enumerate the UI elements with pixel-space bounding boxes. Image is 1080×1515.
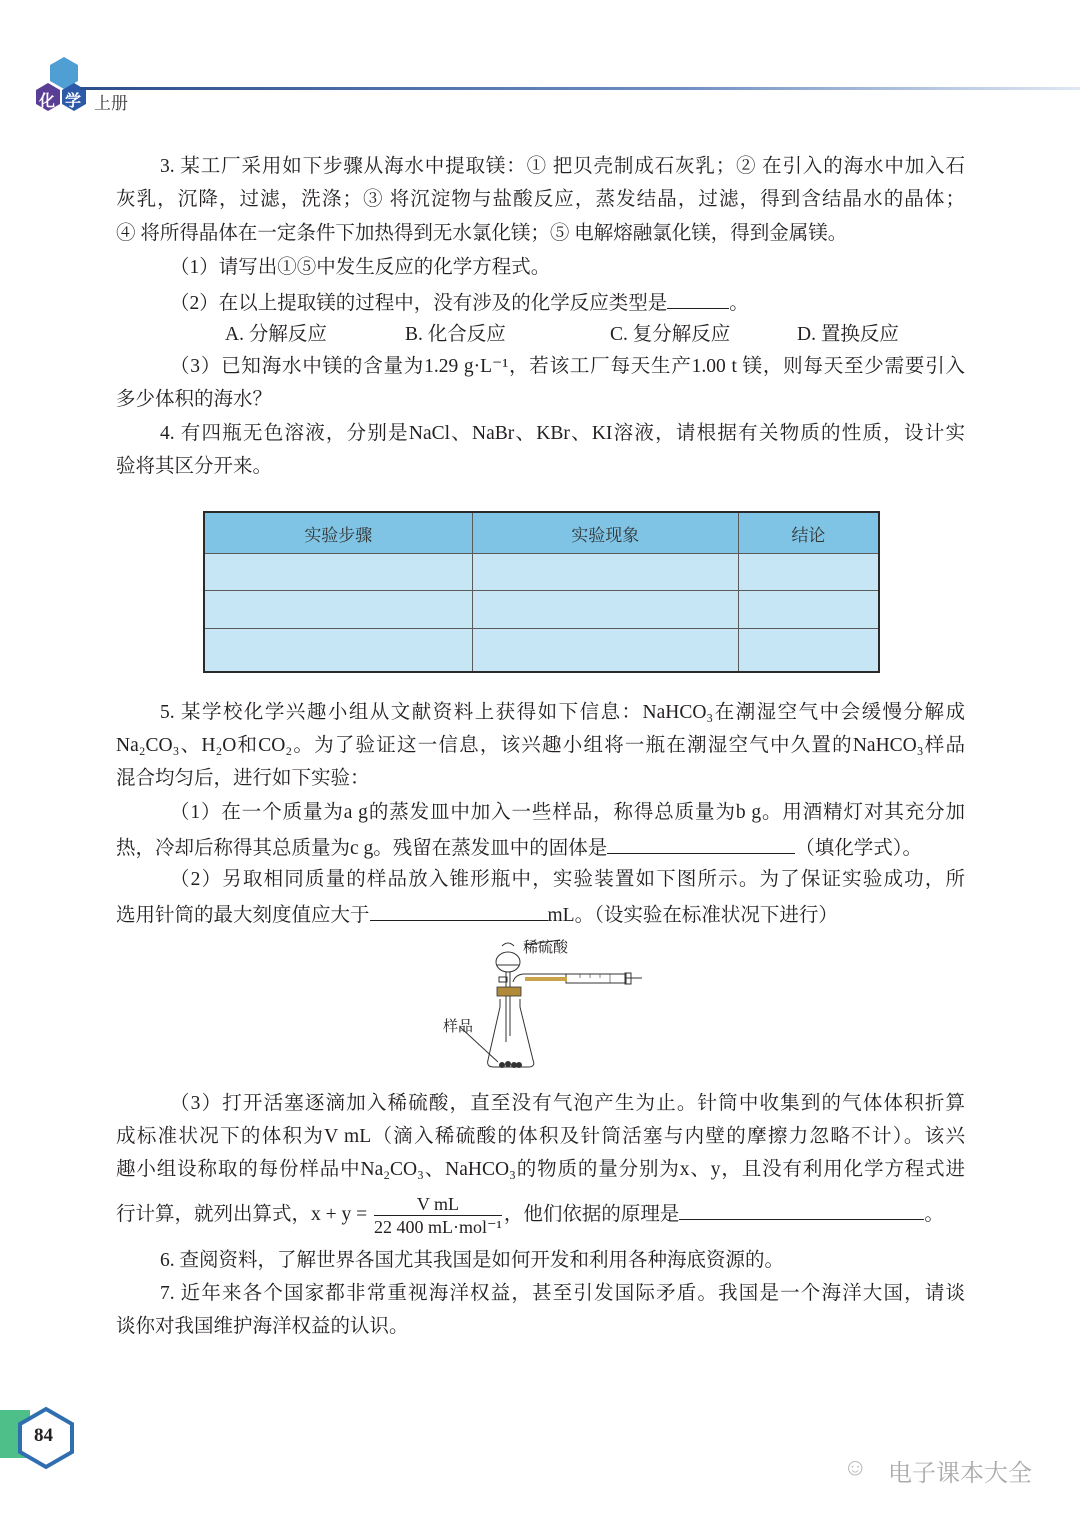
q5-part1-end: （填化学式）。 bbox=[795, 838, 923, 859]
q7-line: 谈你对我国维护海洋权益的认识。 bbox=[116, 1316, 409, 1337]
q6-line: 6. 查阅资料，了解世界各国尤其我国是如何开发和利用各种海底资源的。 bbox=[160, 1250, 785, 1271]
q3-line: 3. 某工厂采用如下步骤从海水中提取镁：① 把贝壳制成石灰乳；② 在引入的海水中加入石 bbox=[160, 156, 965, 177]
empty-cell[interactable] bbox=[738, 628, 879, 672]
q5-part2-text: 选用针筒的最大刻度值应大于 bbox=[116, 905, 370, 926]
q5-line: 5. 某学校化学兴趣小组从文献资料上获得如下信息：NaHCO₃在潮湿空气中会缓慢分解成 bbox=[160, 702, 965, 723]
badge-right: 学 bbox=[65, 91, 82, 110]
empty-cell[interactable] bbox=[472, 591, 738, 628]
header-cell: 结论 bbox=[738, 512, 879, 554]
q5-part2-end: mL。（设实验在标准状况下进行） bbox=[547, 905, 838, 926]
empty-cell[interactable] bbox=[204, 591, 472, 628]
punct: 。 bbox=[729, 293, 749, 314]
q3-part3: 多少体积的海水？ bbox=[116, 389, 273, 410]
q3-line: ④ 将所得晶体在一定条件下加热得到无水氯化镁；⑤ 电解熔融氯化镁，得到金属镁。 bbox=[116, 223, 848, 244]
q5-line: Na₂CO₃、H₂O和CO₂。为了验证这一信息，该兴趣小组将一瓶在潮湿空气中久置的NaHCO₃样品 bbox=[116, 735, 965, 756]
q5-part3-formula-line bbox=[116, 1190, 965, 1240]
option-d: D. 置换反应 bbox=[797, 324, 899, 345]
watermark: 电子课本大全 bbox=[888, 1459, 1032, 1487]
q3-part2-text: （2）在以上提取镁的过程中，没有涉及的化学反应类型是 bbox=[170, 293, 668, 314]
punct: 。 bbox=[924, 1204, 944, 1225]
empty-cell[interactable] bbox=[738, 554, 879, 591]
option-c: C. 复分解反应 bbox=[610, 324, 731, 345]
q3-part1: （1）请写出①⑤中发生反应的化学方程式。 bbox=[170, 257, 551, 278]
q5-part3: 趣小组设称取的每份样品中Na₂CO₃、NaHCO₃的物质的量分别为x、y，且没有利用化学方程式进 bbox=[116, 1159, 965, 1180]
empty-cell[interactable] bbox=[204, 628, 472, 672]
q5-part1 bbox=[116, 831, 965, 861]
q5-part2: （2）另取相同质量的样品放入锥形瓶中，实验装置如下图所示。为了保证实验成功，所 bbox=[170, 869, 965, 890]
formula-lead: 行计算，就列出算式，x + y = bbox=[116, 1204, 368, 1225]
book-volume: 上册 bbox=[94, 94, 128, 114]
q5-part3: 成标准状况下的体积为V mL（滴入稀硫酸的体积及针筒活塞与内壁的摩擦力忽略不计）。该兴 bbox=[116, 1126, 965, 1147]
header-cell: 实验现象 bbox=[472, 512, 738, 554]
q5-part3: （3）打开活塞逐滴加入稀硫酸，直至没有气泡产生为止。针筒中收集到的气体体积折算 bbox=[170, 1093, 965, 1114]
q3-part3: （3）已知海水中镁的含量为1.29 g·L⁻¹，若该工厂每天生产1.00 t 镁，则每天至少需要引入 bbox=[170, 356, 965, 377]
q4-line: 验将其区分开来。 bbox=[116, 456, 273, 477]
empty-cell[interactable] bbox=[738, 591, 879, 628]
q5-part1-text: 热，冷却后称得其总质量为c g。残留在蒸发皿中的固体是 bbox=[116, 838, 608, 859]
experiment-table bbox=[203, 511, 880, 673]
table-row bbox=[204, 554, 879, 591]
label-acid: 稀硫酸 bbox=[523, 940, 569, 956]
fraction-denominator: 22 400 mL·mol⁻¹ bbox=[374, 1217, 502, 1238]
header-rule bbox=[80, 87, 1080, 90]
option-b: B. 化合反应 bbox=[405, 324, 506, 345]
empty-cell[interactable] bbox=[472, 628, 738, 672]
empty-cell[interactable] bbox=[204, 554, 472, 591]
formula-fraction bbox=[374, 1193, 502, 1238]
formula-mid: ，他们依据的原理是 bbox=[503, 1204, 680, 1225]
apparatus-figure bbox=[420, 932, 650, 1082]
q3-part2 bbox=[116, 286, 965, 316]
option-a: A. 分解反应 bbox=[225, 324, 327, 345]
answer-blank[interactable] bbox=[667, 286, 729, 309]
answer-blank[interactable] bbox=[370, 898, 548, 921]
table-header-row bbox=[204, 512, 879, 554]
answer-blank[interactable] bbox=[607, 831, 795, 854]
table-row bbox=[204, 628, 879, 672]
q4-line: 4. 有四瓶无色溶液，分别是NaCl、NaBr、KBr、KI溶液，请根据有关物质的性质，设计实 bbox=[160, 423, 965, 444]
header-cell: 实验步骤 bbox=[204, 512, 472, 554]
fraction-numerator: V mL bbox=[374, 1193, 502, 1216]
badge-left: 化 bbox=[39, 91, 56, 110]
empty-cell[interactable] bbox=[472, 554, 738, 591]
q7-line: 7. 近年来各个国家都非常重视海洋权益，甚至引发国际矛盾。我国是一个海洋大国，请谈 bbox=[160, 1283, 965, 1304]
page-number: 84 bbox=[34, 1425, 53, 1446]
wechat-icon: ☺ bbox=[843, 1455, 868, 1481]
q5-part1: （1）在一个质量为a g的蒸发皿中加入一些样品，称得总质量为b g。用酒精灯对其充分加 bbox=[170, 802, 965, 823]
answer-blank[interactable] bbox=[679, 1197, 924, 1220]
q3-line: 灰乳，沉降，过滤，洗涤；③ 将沉淀物与盐酸反应，蒸发结晶，过滤，得到含结晶水的晶体； bbox=[116, 189, 965, 210]
table-row bbox=[204, 591, 879, 628]
q5-line: 混合均匀后，进行如下实验： bbox=[116, 768, 370, 789]
label-sample: 样品 bbox=[443, 1019, 474, 1035]
q5-part2 bbox=[116, 898, 965, 928]
